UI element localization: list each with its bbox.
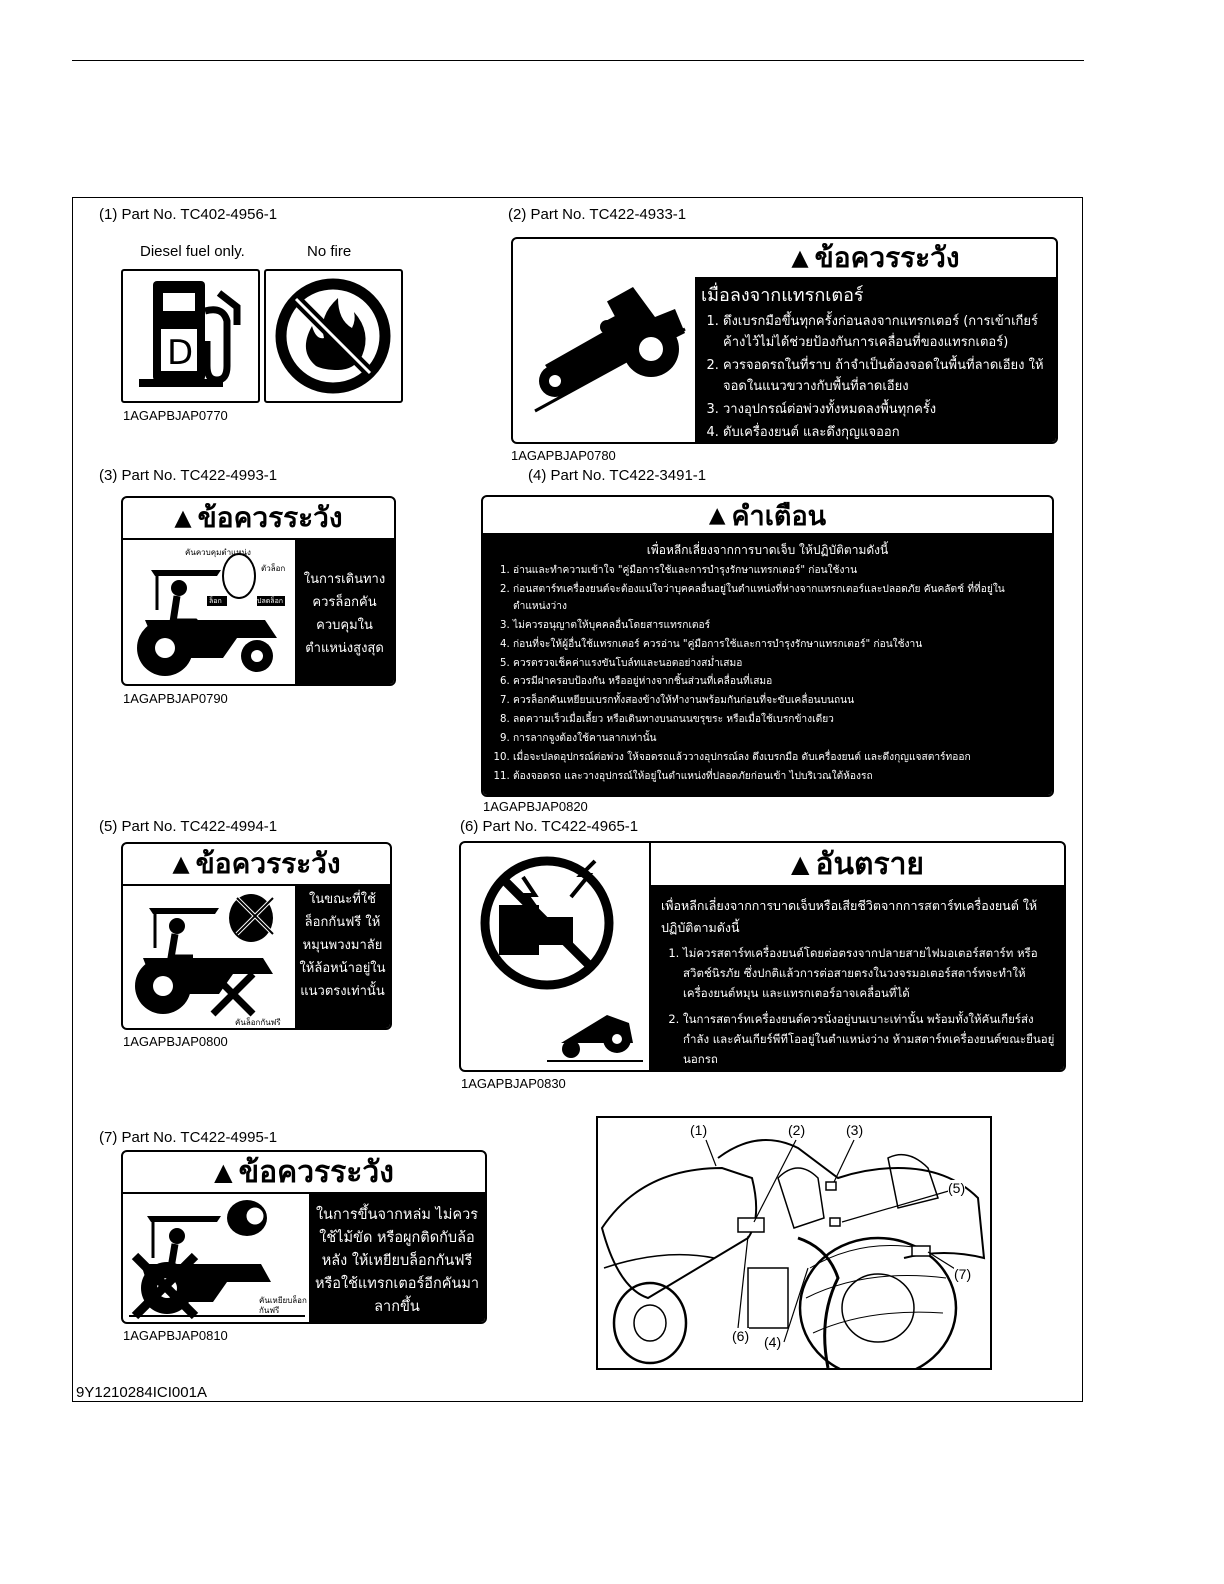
sign-3 [121,496,396,686]
danger-triangle-icon: ▲ [790,850,810,878]
list-item: 4. ก่อนที่จะให้ผู้อื่นใช้แทรกเตอร์ ควรอ่าน "คู่มือการใช้และการบำรุงรักษาแทรกเตอร์" ก่อนใช้งาน [513,637,1042,654]
sign-code-4: 1AGAPBJAP0820 [483,799,588,814]
warning-triangle-icon: ▲ [791,245,809,271]
sign-code-2: 1AGAPBJAP0780 [511,448,616,463]
list-item: 8. ลดความเร็วเมื่อเลี้ยว หรือเดินทางบนถนนขรุขระ หรือเมื่อใช้เบรกข้างเดียว [513,712,1042,729]
warning-triangle-icon: ▲ [214,1158,233,1186]
sign-3-text: ในการเดินทาง ควรล็อกคันควบคุมในตำแหน่งสูงสุด [295,540,394,684]
sign-code-1: 1AGAPBJAP0770 [123,408,228,423]
diagram-callout-2: (2) [788,1122,806,1138]
sign-7-title [123,1152,485,1192]
fuel-caption: Diesel fuel only. [140,243,245,260]
diagram-callout-5: (5) [948,1180,966,1196]
sign-3-title-text: ข้อควรระวัง [197,501,343,534]
sign-4 [481,495,1054,797]
sign-2-title [695,239,1056,277]
label-location-diagram [596,1116,992,1370]
list-item: 2. ควรจอดรถในที่ราบ ถ้าจำเป็นต้องจอดในพื้นที่ลาดเอียง ให้จอดในแนวขวางกับพื้นที่ลาดเอียง [723,355,1050,397]
list-item: 1. ไม่ควรสตาร์ทเครื่องยนต์โดยต่อตรงจากปลายสายไฟมอเตอร์สตาร์ท หรือสวิตช์นิรภัย ซึ่งปกติแล้วการต่อสายตรงในวงจรมอเตอร์สตาร์ทจะทำให้เครื่องยนต์หมุน และแทรกเตอร์อาจเคลื่อนที่ได้ [683,943,1058,1003]
sign-4-title [483,497,1052,533]
sign-6-title [651,843,1064,885]
sign-4-body [483,533,1052,795]
sign-4-title-text: คำเตือน [731,500,827,532]
part-label-1: (1) Part No. TC402-4956-1 [99,206,278,223]
sign-3-title [123,498,394,538]
callout-unlocked: ปลดล็อก [257,598,284,605]
sign-7-title-text: ข้อควรระวัง [238,1154,394,1190]
diagram-callout-1: (1) [690,1122,708,1138]
part-label-5: (5) Part No. TC422-4994-1 [99,818,278,835]
diagram-callout-7: (7) [954,1266,972,1282]
sign-code-3: 1AGAPBJAP0790 [123,691,228,706]
part-label-4: (4) Part No. TC422-3491-1 [528,467,707,484]
callout-lock: ตัวล็อก [261,564,286,573]
diagram-callout-3: (3) [846,1122,864,1138]
sign-5-text: ในขณะที่ใช้ล็อกกันฟรี ให้หมุนพวงมาลัยให้ล้อหน้าอยู่ในแนวตรงเท่านั้น [295,886,390,1028]
list-item: 7. ควรล็อกคันเหยียบเบรกทั้งสองข้างให้ทำงานพร้อมกันก่อนที่จะขับเคลื่อนบนถนน [513,693,1042,710]
warning-triangle-icon: ▲ [172,851,190,877]
no-fire-sign [264,269,403,403]
list-item: 11. ต้องจอดรถ และวางอุปกรณ์ให้อยู่ในตำแหน่งที่ปลอดภัยก่อนเข้า ไปบริเวณใต้ห้องรถ [513,769,1042,786]
callout-lever: คันควบคุมตำแหน่ง [185,548,251,557]
sign-7 [121,1150,487,1324]
sign-2-body [695,277,1058,444]
sign-5-title [123,844,390,884]
callout-free-lock: คันล็อกกันฟรี [235,1018,281,1027]
part-label-6: (6) Part No. TC422-4965-1 [460,818,639,835]
sign-code-7: 1AGAPBJAP0810 [123,1328,228,1343]
tractor-location-illustration [598,1118,990,1368]
list-item: 3. ไม่ควรอนุญาตให้บุคคลอื่นโดยสารแทรกเตอร์ [513,618,1042,635]
pump-letter: D [167,333,194,373]
diagram-callout-4: (4) [764,1334,782,1350]
sign-6-intro: เพื่อหลีกเลี่ยงจากการบาดเจ็บหรือเสียชีวิตจากการสตาร์ทเครื่องยนต์ ให้ปฏิบัติตามดังนี้ [661,898,1038,935]
sign-2 [511,237,1058,444]
part-label-7: (7) Part No. TC422-4995-1 [99,1129,278,1146]
sign-6 [459,841,1066,1072]
warning-triangle-icon: ▲ [708,502,726,528]
sign-4-intro: เพื่อหลีกเลี่ยงจากการบาดเจ็บ ให้ปฏิบัติตามดังนี้ [646,543,889,557]
sign-2-title-text: ข้อควรระวัง [814,241,960,274]
list-item: 1. ดึงเบรกมือขึ้นทุกครั้งก่อนลงจากแทรกเตอร์ (การเข้าเกียร์ค้างไว้ไม่ได้ช่วยป้องกันการเคลื่อนที่ของแทรกเตอร์) [723,311,1050,353]
list-item: 2. ก่อนสตาร์ทเครื่องยนต์จะต้องแน่ใจว่าบุคคลอื่นอยู่ในตำแหน่งที่ห่างจากแทรกเตอร์และปลอดภัย คันคลัตช์ ที่ที่อยู่ในตำแหน่งว่าง [513,582,1042,616]
tractor-slope-icon [525,269,690,419]
list-item: 2. ในการสตาร์ทเครื่องยนต์ควรนั่งอยู่บนเบาะเท่านั้น พร้อมทั้งให้คันเกียร์ส่งกำลัง และคันเกียร์พีทีโออยู่ในตำแหน่งว่าง ห้ามสตาร์ทเครื่องยนต์ขณะยืนอยู่นอกรถ [683,1009,1058,1069]
sign-6-body [651,885,1066,1072]
list-item: 3. วางอุปกรณ์ต่อพ่วงทั้งหมดลงพื้นทุกครั้ง [723,399,1050,420]
callout-locked: ล็อก [209,598,222,605]
list-item: 9. การลากจูงต้องใช้คานลากเท่านั้น [513,731,1042,748]
part-label-2: (2) Part No. TC422-4933-1 [508,206,687,223]
sign-5 [121,842,392,1030]
warning-triangle-icon: ▲ [174,505,192,531]
sign-code-6: 1AGAPBJAP0830 [461,1076,566,1091]
part-label-3: (3) Part No. TC422-4993-1 [99,467,278,484]
footer-code: 9Y1210284ICI001A [76,1384,207,1401]
list-item: 5. ควรตรวจเช็คค่าแรงขันโบล์ทและนอตอย่างสม่ำเสมอ [513,656,1042,673]
no-fire-icon [266,271,401,401]
sign-6-title-text: อันตราย [815,846,924,882]
sign-code-5: 1AGAPBJAP0800 [123,1034,228,1049]
callout-free-lock-pedal: คันเหยียบล็อกกันฟรี [259,1296,307,1315]
no-bypass-start-icon [467,853,647,1063]
sign-2-heading: เมื่อลงจากแทรกเตอร์ [701,285,864,306]
header-rule [72,60,1084,61]
list-item: 6. ควรมีฝาครอบป้องกัน หรืออยู่ห่างจากชิ้นส่วนที่เคลื่อนที่เสมอ [513,674,1042,691]
list-item: 1. อ่านและทำความเข้าใจ "คู่มือการใช้และการบำรุงรักษาแทรกเตอร์" ก่อนใช้งาน [513,563,1042,580]
diesel-fuel-sign [121,269,260,403]
sign-5-title-text: ข้อควรระวัง [195,847,341,880]
sign-7-text: ในการขึ้นจากหล่ม ไม่ควรใช้ไม้ขัด หรือผูกติดกับล้อหลัง ให้เหยียบล็อกกันฟรี หรือใช้แทรกเตอร์อีกคันมาลากขึ้น [309,1194,485,1322]
list-item: 10. เมื่อจะปลดอุปกรณ์ต่อพ่วง ให้จอดรถแล้ววางอุปกรณ์ลง ดึงเบรกมือ ดับเครื่องยนต์ และดึงกุญแจสตาร์ทออก [513,750,1042,767]
list-item: 4. ดับเครื่องยนต์ และดึงกุญแจออก [723,422,1050,443]
diagram-callout-6: (6) [732,1328,750,1344]
fire-caption: No fire [307,243,352,260]
tractor-steering-icon [127,888,295,1026]
